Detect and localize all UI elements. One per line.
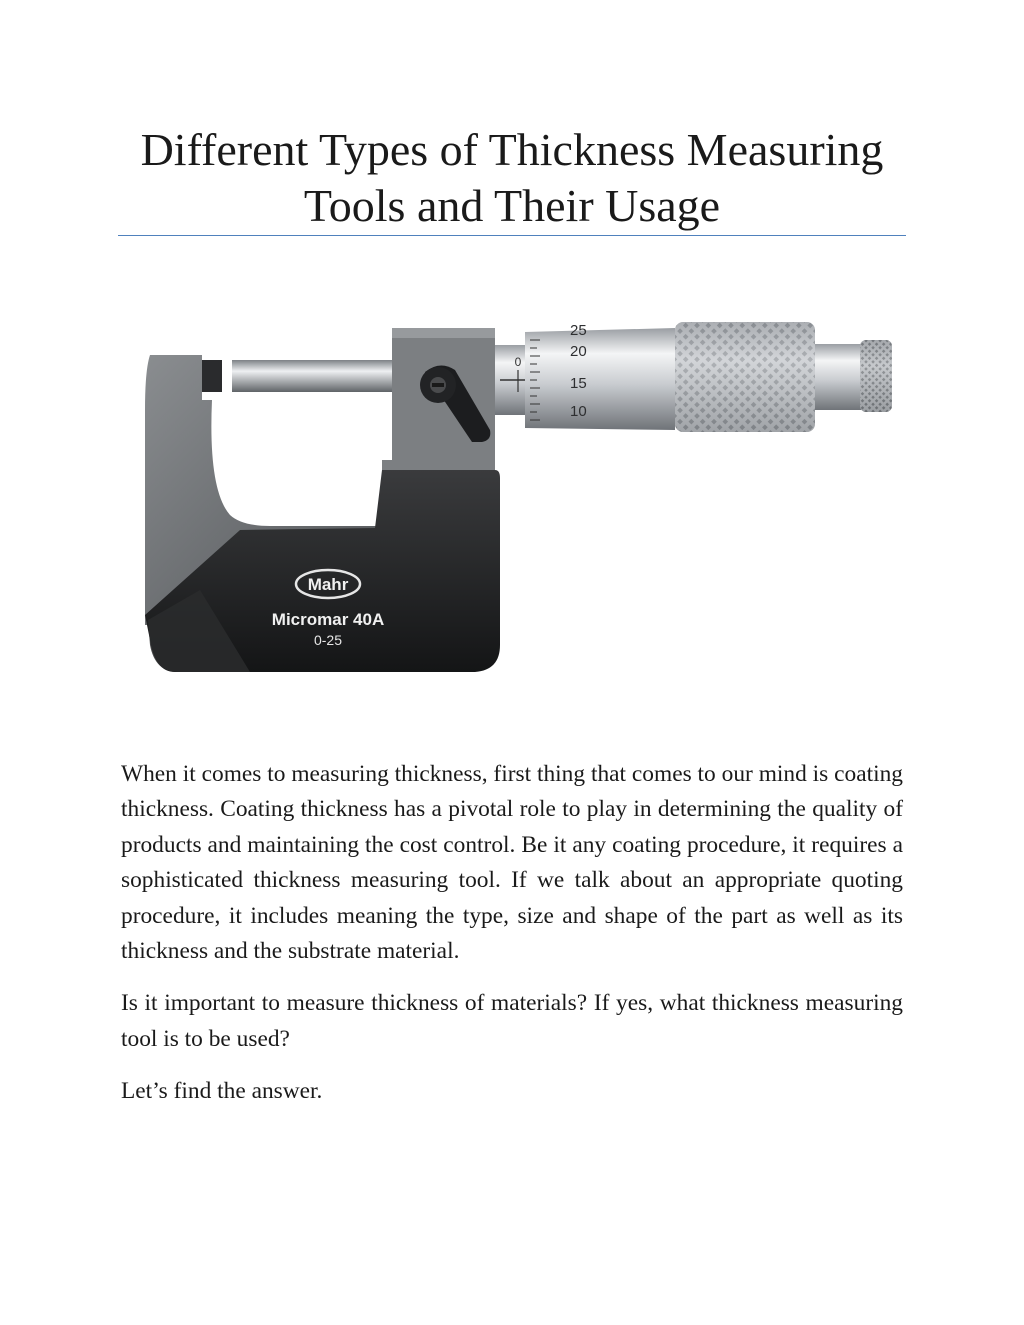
thimble (525, 328, 675, 430)
sleeve-zero-mark: 0 (514, 355, 522, 369)
range-label: 0-25 (313, 632, 343, 648)
thimble-mark-20: 20 (570, 343, 587, 360)
article-body (121, 757, 903, 1127)
thimble-mark-10: 10 (570, 403, 587, 420)
title-line-2: Tools and Their Usage (303, 180, 721, 231)
paragraph-2: Is it important to measure thickness of materials? If yes, what thickness measuring tool is to be used? (121, 990, 903, 1052)
thimble-mark-15: 15 (570, 375, 587, 392)
anvil (202, 360, 232, 392)
page-title (118, 122, 906, 234)
paragraph-3: Let’s find the answer. (121, 1078, 323, 1105)
ratchet-shaft (815, 344, 865, 410)
brand-logo-text: Mahr (307, 575, 349, 594)
spindle (232, 360, 397, 392)
title-line-1: Different Types of Thickness Measuring (140, 124, 884, 175)
thimble-mark-25: 25 (570, 322, 587, 339)
title-underline (118, 235, 906, 236)
model-label: Micromar 40A (271, 610, 385, 629)
micrometer-image (120, 300, 910, 700)
paragraph-1: When it comes to measuring thickness, first thing that comes to our mind is coating thickness. Coating thickness has a pivotal role to play in determining the quality of products and maintaining the cost control. Be it any coating procedure, it requires a sophisticated thickness measuring tool. If we talk about an appropriate quoting procedure, it includes meaning the type, size and shape of the part as well as its thickness and the substrate material. (121, 761, 903, 965)
